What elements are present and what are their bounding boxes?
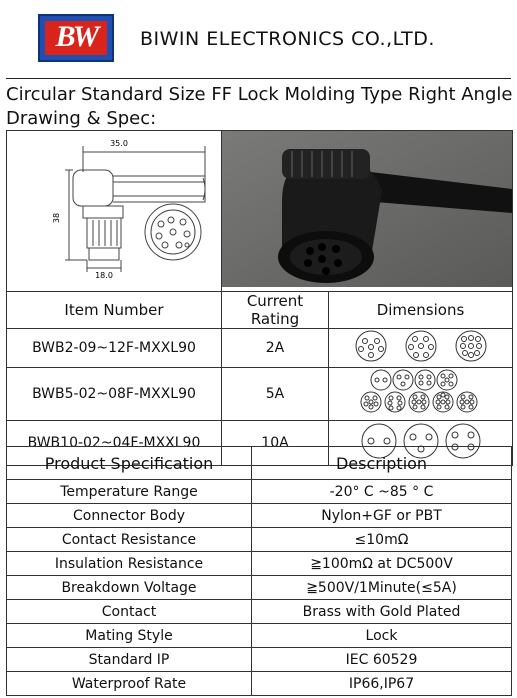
dimension-bottom: 18.0 xyxy=(95,271,113,280)
spec-name: Temperature Range xyxy=(7,480,252,504)
spec-value: Nylon+GF or PBT xyxy=(252,504,512,528)
dimension-width: 35.0 xyxy=(110,139,128,148)
spec-value: IP66,IP67 xyxy=(252,672,512,696)
spec-value: ≧500V/1Minute(≤5A) xyxy=(252,576,512,600)
col-header-item-number: Item Number xyxy=(7,292,222,329)
technical-drawing xyxy=(7,131,222,292)
header-divider xyxy=(6,78,511,79)
spec-name: Insulation Resistance xyxy=(7,552,252,576)
section-subtitle: Drawing & Spec: xyxy=(6,108,157,129)
pin-layout xyxy=(329,368,513,421)
logo-text: BW xyxy=(55,20,97,53)
item-number: BWB2-09~12F-MXXL90 xyxy=(7,329,222,368)
company-logo xyxy=(38,14,114,62)
col-header-product-spec: Product Specification xyxy=(7,447,252,480)
item-number: BWB10-02~04F-MXXL90 xyxy=(7,421,222,466)
spec-name: Mating Style xyxy=(7,624,252,648)
spec-name: Connector Body xyxy=(7,504,252,528)
dimension-height: 38 xyxy=(52,212,61,224)
spec-name: Contact Resistance xyxy=(7,528,252,552)
product-photo xyxy=(222,131,513,292)
spec-name: Breakdown Voltage xyxy=(7,576,252,600)
col-header-description: Description xyxy=(252,447,512,480)
spec-name: Waterproof Rate xyxy=(7,672,252,696)
col-header-dimensions: Dimensions xyxy=(329,292,513,329)
item-number: BWB5-02~08F-MXXL90 xyxy=(7,368,222,421)
current-rating: 2A xyxy=(222,329,329,368)
current-rating: 10A xyxy=(222,421,329,466)
spec-value: ≧100mΩ at DC500V xyxy=(252,552,512,576)
spec-value: Brass with Gold Plated xyxy=(252,600,512,624)
item-table xyxy=(6,130,513,466)
spec-table xyxy=(6,446,512,696)
spec-name: Contact xyxy=(7,600,252,624)
spec-value: Lock xyxy=(252,624,512,648)
current-rating: 5A xyxy=(222,368,329,421)
spec-name: Standard IP xyxy=(7,648,252,672)
spec-value: ≤10mΩ xyxy=(252,528,512,552)
pin-layout xyxy=(329,329,513,368)
company-name: BIWIN ELECTRONICS CO.,LTD. xyxy=(140,28,435,50)
page-title: Circular Standard Size FF Lock Molding Type Right Angle xyxy=(6,84,513,105)
spec-value: -20° C ~85 ° C xyxy=(252,480,512,504)
spec-value: IEC 60529 xyxy=(252,648,512,672)
col-header-current-rating: Current Rating xyxy=(222,292,329,329)
